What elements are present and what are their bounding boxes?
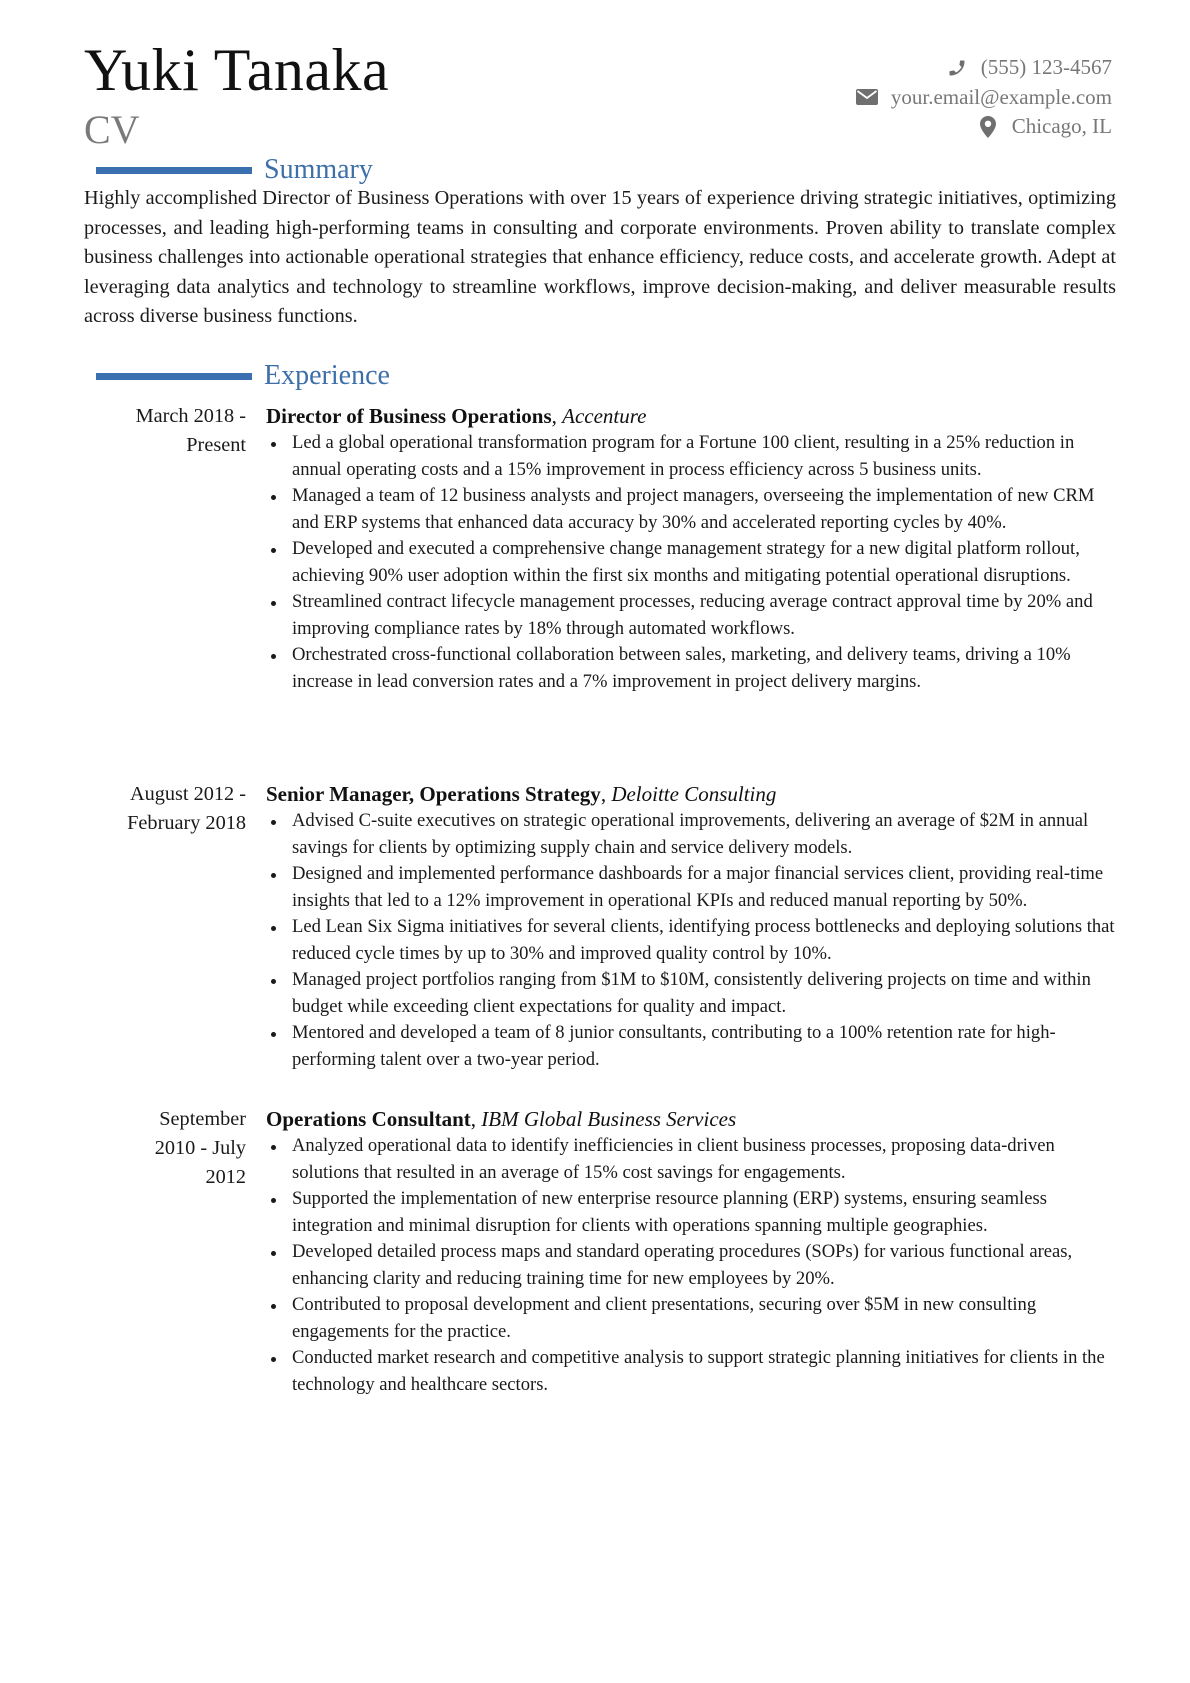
job-details — [266, 1105, 1116, 1398]
bullet-text: Conducted market research and competitive analysis to support strategic planning initiatives for clients in the technology and healthcare sectors. — [292, 1347, 1105, 1395]
bullet-text: Managed a team of 12 business analysts and project managers, overseeing the implementation of new CRM and ERP systems that enhanced data accuracy by 30% and accelerated reporting cycles by 40%. — [292, 485, 1095, 533]
experience-section-title: Experience — [264, 360, 390, 391]
bullet-text: Developed and executed a comprehensive change management strategy for a new digital platform rollout, achieving 90% user adoption within the first six months and mitigating potential operational disruptions. — [292, 538, 1080, 586]
bullet-text: Developed detailed process maps and standard operating procedures (SOPs) for various functional areas, enhancing clarity and reducing training time for new employees by 20%. — [292, 1241, 1073, 1289]
bullet-text: Designed and implemented performance dashboards for a major financial services client, providing real-time insights that led to a 12% improvement in operational KPIs and reduced manual reporting by 50%. — [292, 863, 1104, 911]
bullet-text: Managed project portfolios ranging from $1M to $10M, consistently delivering projects on time and within budget while exceeding client expectations for quality and impact. — [292, 969, 1091, 1017]
bullet-icon — [271, 820, 276, 825]
summary-text: Highly accomplished Director of Business Operations with over 15 years of experience driving strategic initiatives, optimizing processes, and leading high-performing teams in consulting and corporate environments. Proven ability to translate complex business challenges into actionable operational strategies that enhance efficiency, reduce costs, and accelerate growth. Adept at leveraging data analytics and technology to streamline workflows, improve decision-making, and deliver measurable results across diverse business functions. — [84, 187, 1116, 327]
contact-info — [855, 53, 1112, 142]
job-bullets — [266, 808, 1116, 1073]
job-bullet — [266, 642, 1116, 695]
bullet-text: Advised C-suite executives on strategic operational improvements, delivering an average of $2M in annual savings for clients by optimizing supply chain and service delivery models. — [292, 810, 1089, 858]
job-date-start: September — [159, 1108, 246, 1130]
bullet-icon — [271, 1304, 276, 1309]
job-bullet — [266, 1186, 1116, 1239]
job-bullet — [266, 914, 1116, 967]
envelope-icon — [855, 86, 879, 108]
candidate-name: Yuki Tanaka — [84, 37, 390, 103]
bullet-text: Led Lean Six Sigma initiatives for several clients, identifying process bottlenecks and deploying solutions that reduced cycle times by up to 30% and improved quality control by 10%. — [292, 916, 1115, 964]
job-dates — [84, 1105, 246, 1192]
bullet-icon — [271, 1145, 276, 1150]
bullet-icon — [271, 548, 276, 553]
job-bullet — [266, 430, 1116, 483]
bullet-text: Mentored and developed a team of 8 junior consultants, contributing to a 100% retention rate for high-performing talent over a two-year period. — [292, 1022, 1056, 1070]
job-heading: Operations Consultant, IBM Global Business Services — [266, 1107, 737, 1131]
job-date-end: 2012 — [205, 1166, 246, 1188]
contact-phone — [855, 53, 1112, 83]
phone-number[interactable]: (555) 123-4567 — [980, 55, 1112, 79]
bullet-icon — [271, 926, 276, 931]
document-subtitle: CV — [84, 107, 140, 152]
bullet-text: Contributed to proposal development and client presentations, securing over $5M in new consulting engagements for the practice. — [292, 1294, 1037, 1342]
job-date-end: Present — [186, 434, 246, 456]
job-date-end: February 2018 — [127, 812, 246, 834]
bullet-icon — [271, 1357, 276, 1362]
contact-location — [855, 112, 1112, 142]
job-bullet — [266, 1133, 1116, 1186]
experience-section-header — [96, 362, 390, 390]
job-details — [266, 780, 1116, 1073]
job-title: Operations Consultant — [266, 1107, 471, 1131]
contact-email — [855, 83, 1112, 113]
summary-section-header — [96, 156, 373, 184]
job-bullet — [266, 861, 1116, 914]
section-divider-bar — [96, 373, 252, 380]
job-bullets — [266, 1133, 1116, 1398]
bullet-icon — [271, 1251, 276, 1256]
job-company: IBM Global Business Services — [481, 1107, 737, 1131]
bullet-text: Supported the implementation of new enterprise resource planning (ERP) systems, ensuring seamless integration and minimal disruption for clients with operations spanning multiple geographies. — [292, 1188, 1047, 1236]
job-bullet — [266, 1345, 1116, 1398]
section-divider-bar — [96, 167, 252, 174]
bullet-icon — [271, 442, 276, 447]
job-dates — [84, 780, 246, 838]
job-bullet — [266, 1292, 1116, 1345]
job-bullet — [266, 967, 1116, 1020]
bullet-icon — [271, 601, 276, 606]
summary-section-title: Summary — [264, 154, 373, 185]
job-date-start: March 2018 - — [135, 405, 246, 427]
job-bullet — [266, 589, 1116, 642]
job-heading: Director of Business Operations, Accenture — [266, 404, 647, 428]
job-bullet — [266, 1020, 1116, 1073]
job-bullet — [266, 1239, 1116, 1292]
map-marker-icon — [976, 116, 1000, 138]
bullet-icon — [271, 1198, 276, 1203]
job-date-start: August 2012 - — [129, 783, 246, 805]
job-company: Accenture — [562, 404, 647, 428]
location-text: Chicago, IL — [1011, 114, 1112, 138]
bullet-icon — [271, 873, 276, 878]
job-bullet — [266, 483, 1116, 536]
bullet-text: Streamlined contract lifecycle management processes, reducing average contract approval time by 20% and improving compliance rates by 18% through automated workflows. — [292, 591, 1093, 639]
bullet-text: Led a global operational transformation program for a Fortune 100 client, resulting in a 25% reduction in annual operating costs and a 15% improvement in process efficiency across 5 business units. — [292, 432, 1075, 480]
bullet-text: Analyzed operational data to identify inefficiencies in client business processes, proposing data-driven solutions that resulted in an average of 15% cost savings for engagements. — [292, 1135, 1055, 1183]
job-bullet — [266, 808, 1116, 861]
job-details — [266, 402, 1116, 695]
job-company: Deloitte Consulting — [611, 782, 777, 806]
job-bullets — [266, 430, 1116, 695]
phone-icon — [945, 57, 969, 79]
job-title: Director of Business Operations — [266, 404, 552, 428]
bullet-icon — [271, 979, 276, 984]
job-heading: Senior Manager, Operations Strategy, Deloitte Consulting — [266, 782, 777, 806]
email-address[interactable]: your.email@example.com — [890, 84, 1112, 109]
bullet-icon — [271, 1032, 276, 1037]
bullet-icon — [271, 654, 276, 659]
job-title: Senior Manager, Operations Strategy — [266, 782, 601, 806]
bullet-icon — [271, 495, 276, 500]
job-bullet — [266, 536, 1116, 589]
job-date-middle: 2010 - July — [154, 1137, 246, 1159]
job-dates — [84, 402, 246, 460]
bullet-text: Orchestrated cross-functional collaboration between sales, marketing, and delivery teams, driving a 10% increase in lead conversion rates and a 7% improvement in project delivery margins. — [292, 644, 1071, 692]
